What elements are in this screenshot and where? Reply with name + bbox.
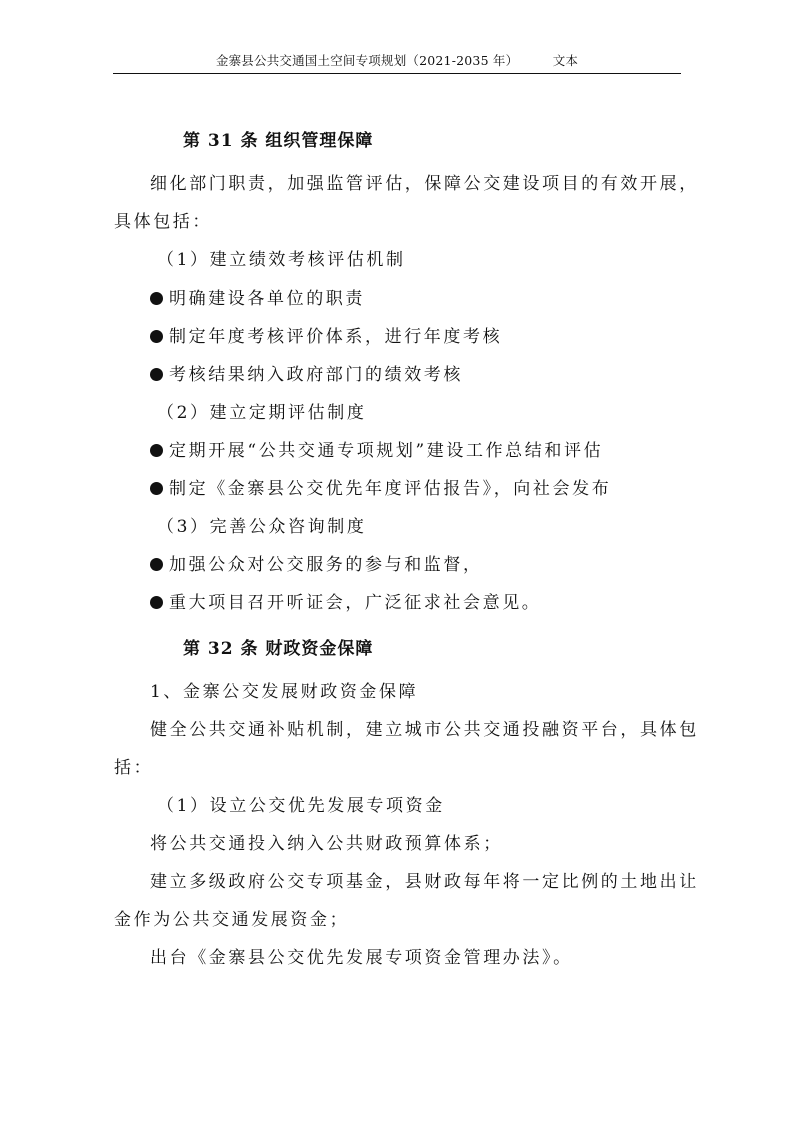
bullet-text: 加强公众对公交服务的参与和监督，	[169, 555, 483, 575]
article-32-section-1: 1、金寨公交发展财政资金保障	[150, 682, 419, 702]
article-32-p1-line1: 健全公共交通补贴机制，建立城市公共交通投融资平台，具体包	[150, 720, 699, 740]
article-31-item-3: （3）完善公众咨询制度	[157, 517, 367, 537]
article-31-item-1: （1）建立绩效考核评估机制	[157, 250, 406, 270]
article-31-intro-line1: 细化部门职责，加强监管评估，保障公交建设项目的有效开展，	[150, 174, 699, 194]
page-header	[113, 52, 681, 70]
article-32-item-1: （1）设立公交优先发展专项资金	[157, 796, 445, 816]
article-32-p2: 将公共交通投入纳入公共财政预算体系；	[150, 834, 503, 854]
bullet-icon	[150, 558, 163, 571]
bullet-text: 重大项目召开听证会，广泛征求社会意见。	[169, 593, 542, 613]
article-32-p1-line2: 括：	[114, 758, 154, 778]
header-divider	[113, 73, 681, 74]
bullet-icon	[150, 330, 163, 343]
list-item	[150, 287, 365, 311]
bullet-icon	[150, 596, 163, 609]
article-32-p3-line1: 建立多级政府公交专项基金，县财政每年将一定比例的土地出让	[150, 872, 699, 892]
bullet-text: 制定《金寨县公交优先年度评估报告》，向社会发布	[169, 479, 612, 499]
bullet-text: 制定年度考核评价体系，进行年度考核	[169, 327, 503, 347]
article-32-p4: 出台《金寨县公交优先发展专项资金管理办法》。	[150, 948, 573, 968]
bullet-text: 考核结果纳入政府部门的绩效考核	[169, 365, 463, 385]
header-label: 文本	[552, 53, 579, 68]
list-item	[150, 477, 611, 501]
bullet-icon	[150, 444, 163, 457]
list-item	[150, 325, 502, 349]
bullet-icon	[150, 292, 163, 305]
header-title: 金寨县公共交通国土空间专项规划（2021-2035 年）	[215, 53, 519, 68]
list-item	[150, 553, 483, 577]
article-32-p3-line2: 金作为公共交通发展资金；	[114, 910, 350, 930]
list-item	[150, 363, 463, 387]
article-32-heading: 第 32 条 财政资金保障	[183, 639, 374, 659]
article-31-intro-line2: 具体包括：	[114, 212, 212, 232]
bullet-icon	[150, 368, 163, 381]
bullet-text: 明确建设各单位的职责	[169, 289, 365, 309]
article-31-item-2: （2）建立定期评估制度	[157, 403, 367, 423]
list-item	[150, 439, 603, 463]
article-31-heading: 第 31 条 组织管理保障	[183, 131, 374, 151]
list-item	[150, 591, 541, 615]
bullet-text: 定期开展“公共交通专项规划”建设工作总结和评估	[169, 441, 604, 461]
bullet-icon	[150, 482, 163, 495]
